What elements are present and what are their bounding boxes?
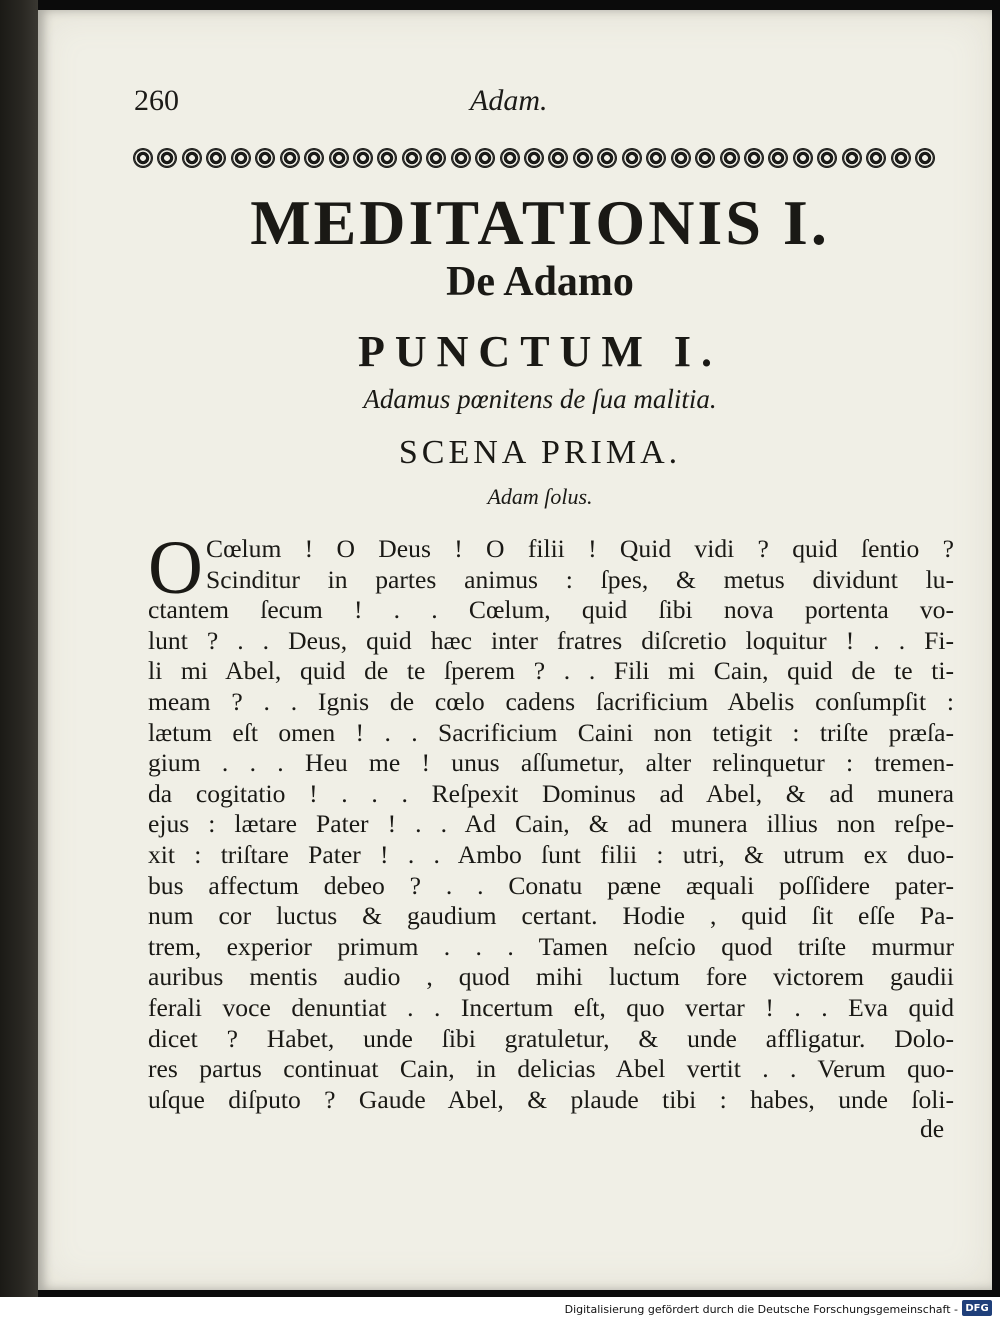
ornament-icon (427, 149, 445, 167)
ornament-icon (598, 149, 616, 167)
ornament-icon (476, 149, 494, 167)
body-line: dicet ? Habet, unde ſibi gratuletur, & unde affligatur. Dolo- (148, 1023, 954, 1053)
ornament-icon (378, 149, 396, 167)
title-meditationis: MEDITATIONIS I. (250, 187, 830, 258)
ornament-icon (549, 149, 567, 167)
ornament-icon (354, 149, 372, 167)
ornament-icon (207, 149, 225, 167)
running-head: Adam. (470, 84, 548, 117)
body-line: num cor luctus & gaudium certant. Hodie , quid ſit eſſe Pa- (148, 901, 954, 931)
ornament-icon (305, 149, 323, 167)
title-punctum: PUNCTUM I. (358, 327, 722, 376)
catchword: de (920, 1114, 945, 1143)
ornament-icon (916, 149, 934, 167)
subtitle-adamus: Adamus pœnitens de ſua malitia. (363, 384, 717, 414)
body-line: gium . . . Heu me ! unus aſſumetur, alter relinquetur : tremen- (148, 748, 954, 778)
ornament-icon (183, 149, 201, 167)
footer-credit: Digitalisierung gefördert durch die Deutsche Forschungsgemeinschaft - (564, 1303, 958, 1316)
page-number: 260 (134, 84, 179, 117)
ornament-icon (525, 149, 543, 167)
drop-initial: O (148, 526, 203, 610)
body-line: uſque diſputo ? Gaude Abel, & plaude tibi : habes, unde ſoli- (148, 1084, 954, 1114)
ornament-icon (452, 149, 470, 167)
ornament-icon (696, 149, 714, 167)
dfg-logo: DFG (962, 1300, 992, 1316)
ornament-icon (672, 149, 690, 167)
ornament-icon (256, 149, 274, 167)
body-line: bus affectum debeo ? . . Conatu pæne æquali poſſidere pater- (148, 870, 954, 900)
body-line: ferali voce denuntiat . . Incertum eſt, quo vertar ! . . Eva quid (148, 992, 954, 1022)
ornament-icon (623, 149, 641, 167)
ornament-icon (745, 149, 763, 167)
ornament-icon (158, 149, 176, 167)
body-line: Cœlum ! O Deus ! O filii ! Quid vidi ? quid ſentio ? (206, 534, 954, 563)
ornament-icon (843, 149, 861, 167)
body-line: meam ? . . Ignis de cœlo cadens ſacrificium Abelis conſumpſit : (148, 686, 954, 716)
body-line: lunt ? . . Deus, quid hæc inter fratres diſcretio loquitur ! . . Fi- (148, 625, 954, 655)
ornament-icon (721, 149, 739, 167)
body-text (148, 534, 954, 1115)
ornament-icon (501, 149, 519, 167)
binding-shadow (0, 0, 38, 1297)
body-line: auribus mentis audio , quod mihi luctum fore victorem gaudii (148, 962, 954, 992)
ornament-icon (232, 149, 250, 167)
body-line: Scinditur in partes animus : ſpes, & metus dividunt lu- (206, 564, 954, 594)
scene-heading: SCENA PRIMA. (398, 434, 682, 471)
ornament-icon (574, 149, 592, 167)
ornament-icon (647, 149, 665, 167)
ornament-band (134, 142, 934, 174)
ornament-icon (403, 149, 421, 167)
body-line: ctantem ſecum ! . . Cœlum, quid ſibi nova portenta vo- (148, 595, 954, 625)
ornament-icon (794, 149, 812, 167)
ornament-icon (769, 149, 787, 167)
ornament-icon (281, 149, 299, 167)
ornament-icon (330, 149, 348, 167)
body-line: xit : triſtare Pater ! . . Ambo ſunt filii : utri, & utrum ex duo- (148, 839, 954, 869)
stage-direction: Adam ſolus. (487, 484, 593, 509)
body-line: trem, experior primum . . . Tamen neſcio quod triſte murmur (148, 931, 954, 961)
body-line: res partus continuat Cain, in delicias Abel vertit . . Verum quo- (148, 1054, 954, 1084)
body-line: ejus : lætare Pater ! . . Ad Cain, & ad munera illius non reſpe- (148, 809, 954, 839)
title-de-adamo: De Adamo (446, 259, 634, 305)
ornament-icon (867, 149, 885, 167)
body-line: lætum eſt omen ! . . Sacrificium Caini non tetigit : triſte præſa- (148, 717, 954, 747)
body-line: da cogitatio ! . . . Reſpexit Dominus ad Abel, & ad munera (148, 778, 954, 808)
ornament-icon (134, 149, 152, 167)
body-line: li mi Abel, quid de te ſperem ? . . Fili mi Cain, quid de te ti- (148, 656, 954, 686)
ornament-icon (892, 149, 910, 167)
ornament-icon (818, 149, 836, 167)
